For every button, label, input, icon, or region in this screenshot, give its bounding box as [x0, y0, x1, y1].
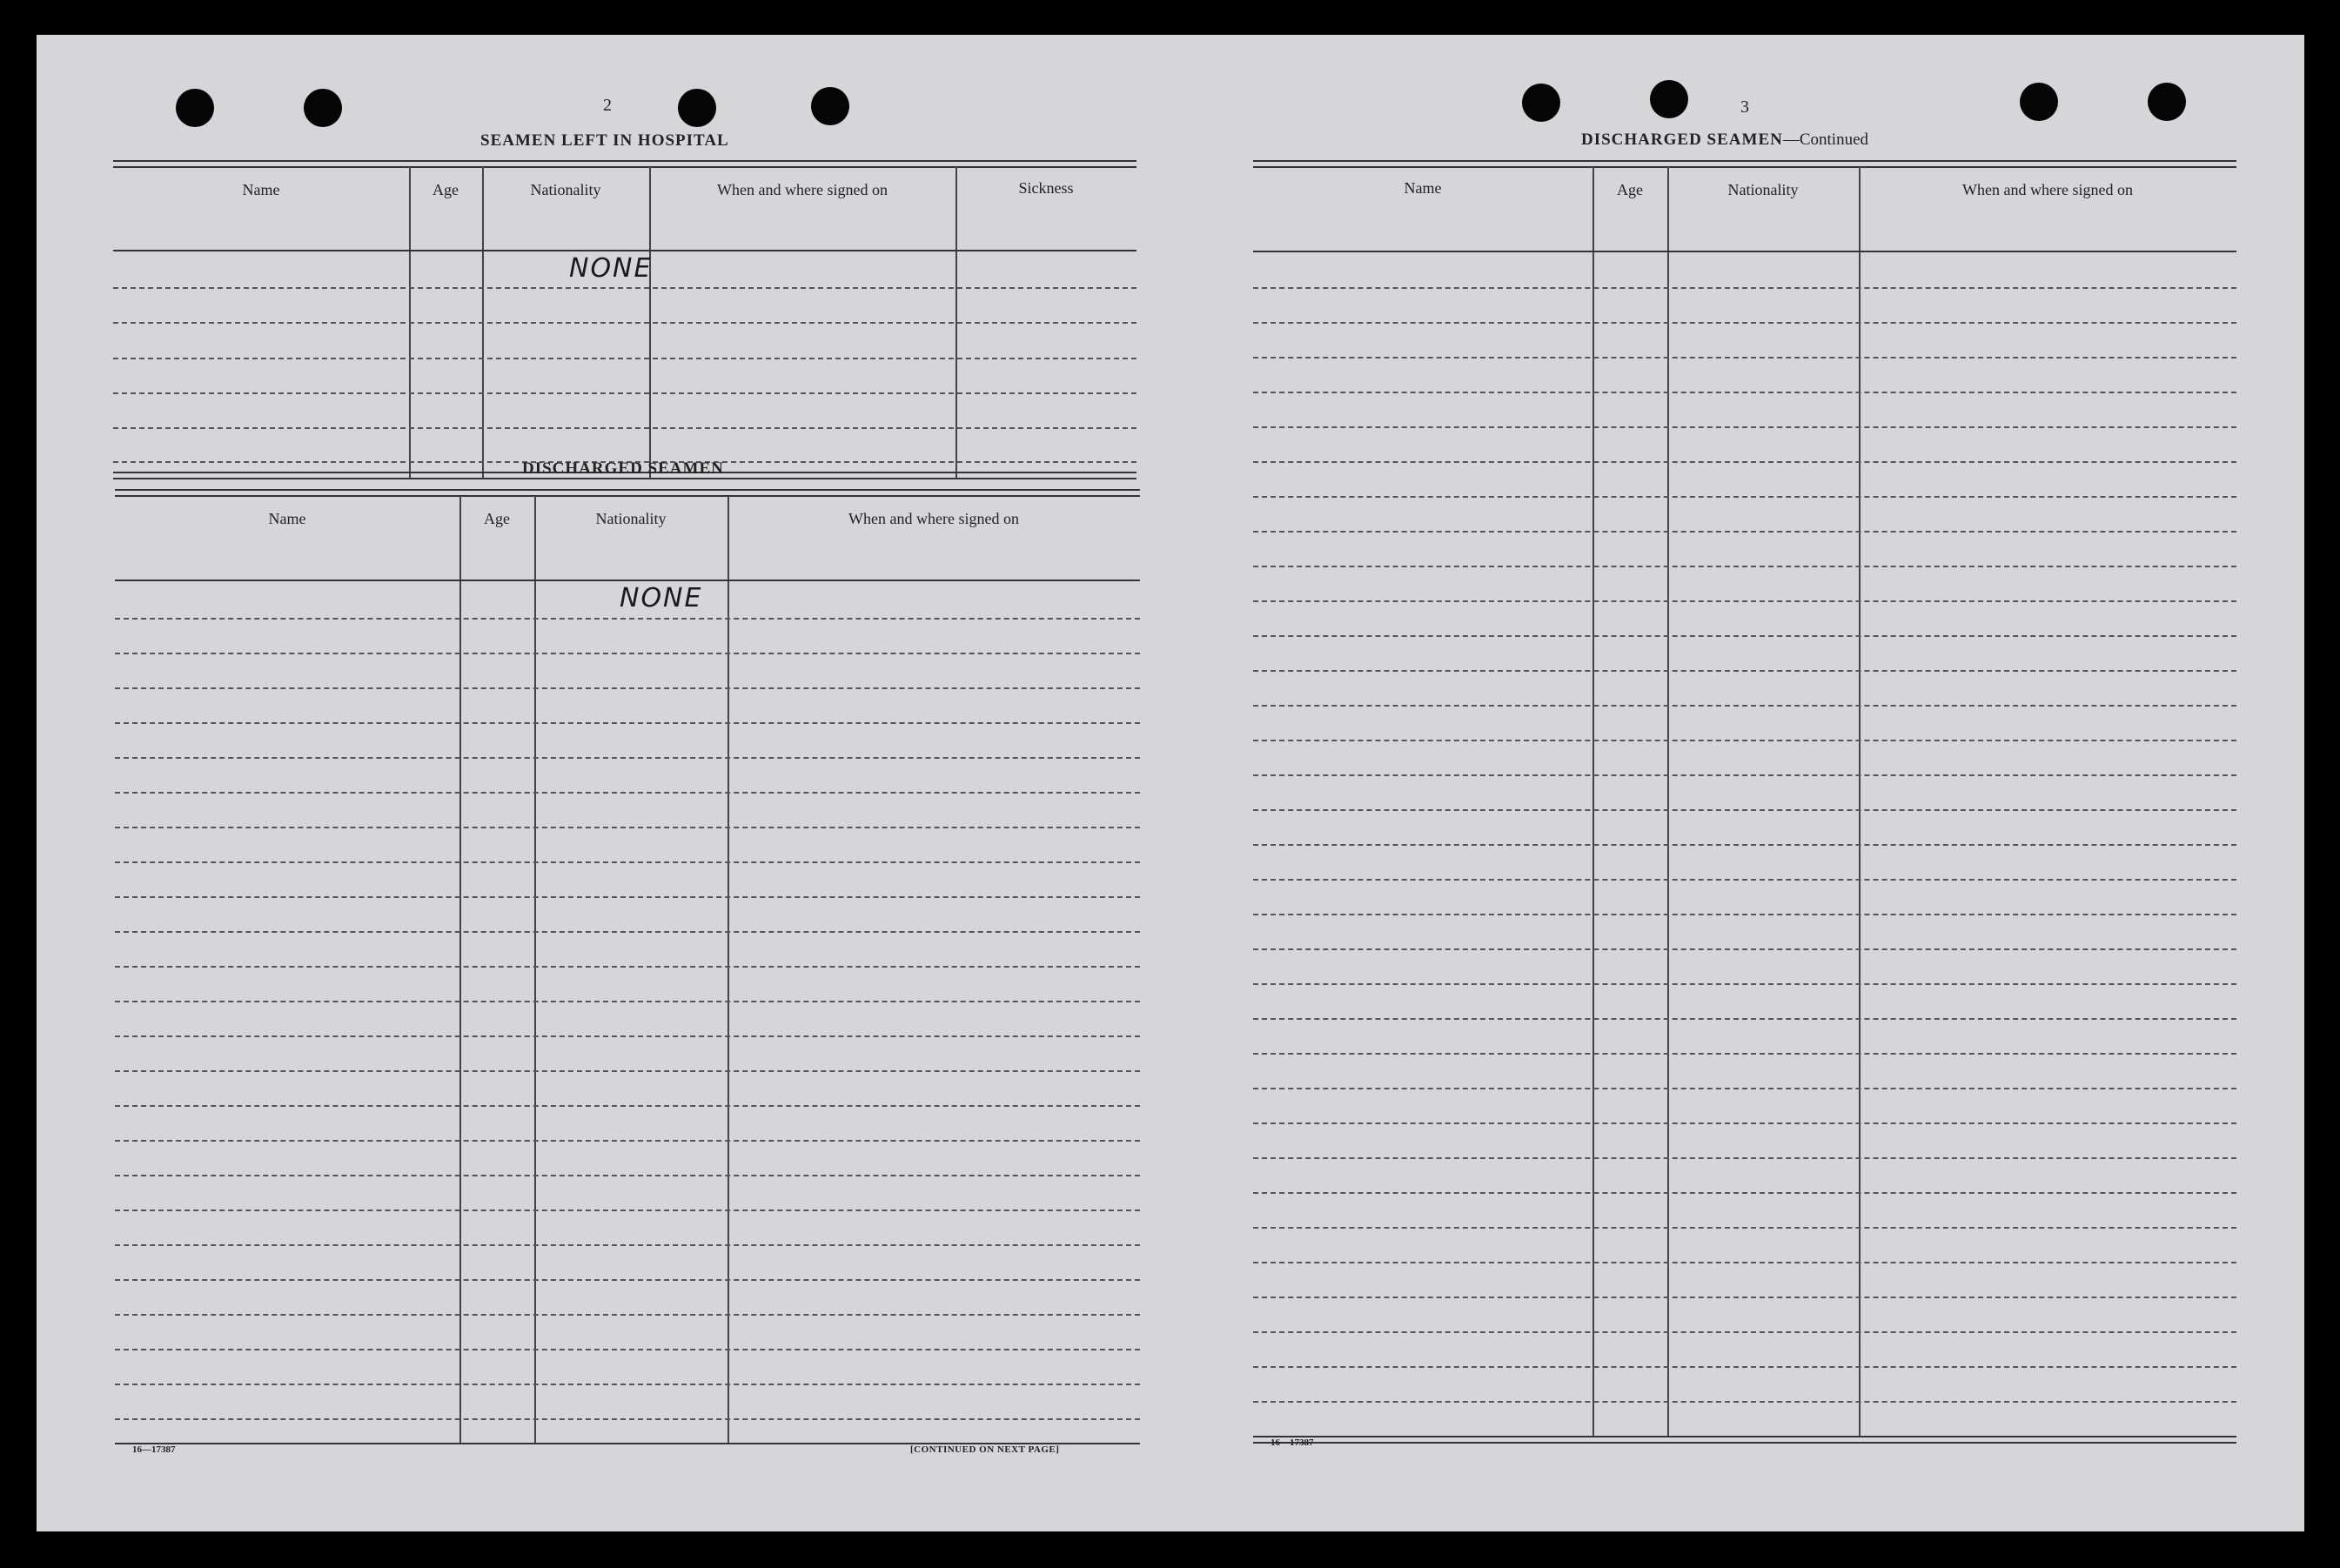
discharged-continued-title — [1581, 131, 1868, 150]
form-number-right: 16—17387 — [1271, 1437, 1314, 1448]
continued-note: [CONTINUED ON NEXT PAGE] — [910, 1444, 1060, 1455]
hospital-section-title: SEAMEN LEFT IN HOSPITAL — [480, 131, 729, 150]
punch-hole — [2148, 83, 2186, 121]
page-number-left: 2 — [603, 96, 612, 115]
page-number-right: 3 — [1740, 97, 1749, 117]
punch-hole — [304, 89, 342, 127]
col-header-age: Age — [432, 181, 459, 198]
col-header-age: Age — [1617, 181, 1643, 198]
handwritten-none: NONE — [569, 253, 653, 284]
col-header-signed-on: When and where signed on — [848, 510, 1019, 527]
punch-hole — [1522, 84, 1560, 122]
hospital-table — [113, 160, 1136, 482]
col-header-nationality: Nationality — [595, 510, 667, 527]
col-header-name: Name — [268, 510, 306, 527]
punch-hole — [1650, 80, 1688, 118]
manifest-sheet — [37, 35, 2304, 1531]
col-header-name: Name — [242, 181, 280, 198]
discharged-table — [115, 489, 1140, 1474]
col-header-age: Age — [484, 510, 510, 527]
col-header-name: Name — [1404, 179, 1442, 197]
col-header-nationality: Nationality — [530, 181, 601, 198]
col-header-signed-on: When and where signed on — [717, 181, 888, 198]
title-main: DISCHARGED SEAMEN — [1581, 131, 1783, 149]
punch-hole — [811, 87, 849, 125]
punch-hole — [678, 89, 716, 127]
punch-hole — [176, 89, 214, 127]
title-suffix: —Continued — [1782, 131, 1869, 149]
col-header-signed-on: When and where signed on — [1962, 181, 2133, 198]
col-header-nationality: Nationality — [1727, 181, 1799, 198]
col-header-sickness: Sickness — [1018, 179, 1074, 197]
discharged-continued-table — [1253, 160, 2236, 1465]
handwritten-none: NONE — [620, 583, 703, 613]
punch-hole — [2020, 83, 2058, 121]
discharged-section-title: DISCHARGED SEAMEN — [522, 459, 724, 478]
form-number-left: 16—17387 — [132, 1444, 176, 1455]
